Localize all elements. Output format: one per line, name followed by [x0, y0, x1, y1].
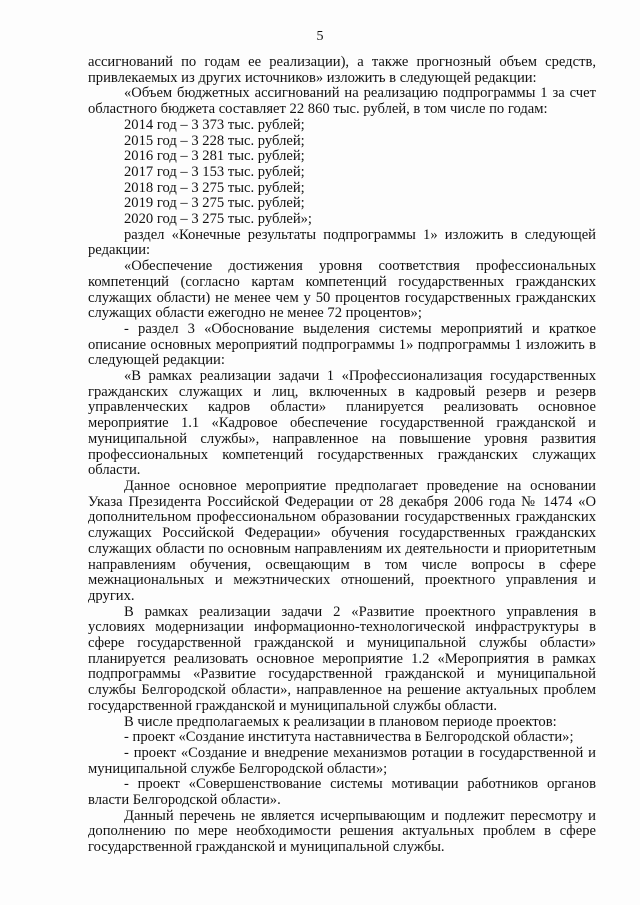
paragraph-main-activity: Данное основное мероприятие предполагает проведение на основании Указа Президента Российской Федерации от 28 декабря 2006 года № 1474 «О дополнительном профессиональном образовании государственных гражданских служащих Российской Федерации» обучения государственных гражданских служащих области по основным направлениям их деятельности и приоритетным направлениям обучения, освещающим в том числе вопросы в сфере межнациональных и межэтнических отношений, проектного управления и других. [88, 477, 596, 604]
document-body [88, 55, 596, 856]
list-item-project-rotation: - проект «Создание и внедрение механизмов ротации в государственной и муниципальной службе Белгородской области»; [88, 744, 596, 777]
budget-year-2020: 2020 год – 3 275 тыс. рублей»; [124, 211, 312, 228]
paragraph-intro-continuation: ассигнований по годам ее реализации), а также прогнозный объем средств, привлекаемых из других источников» изложить в следующей редакции: [88, 54, 596, 86]
budget-year-2014: 2014 год – 3 373 тыс. рублей; [124, 116, 305, 133]
budget-year-2019: 2019 год – 3 275 тыс. рублей; [124, 195, 305, 212]
budget-year-2015: 2015 год – 3 228 тыс. рублей; [124, 132, 305, 149]
budget-year-2017: 2017 год – 3 153 тыс. рублей; [124, 163, 305, 180]
paragraph-list-not-exhaustive: Данный перечень не является исчерпывающим и подлежит пересмотру и дополнению по мере необходимости решения актуальных проблем в сфере государственной гражданской и муниципальной службы. [88, 807, 596, 856]
budget-year-2018: 2018 год – 3 275 тыс. рублей; [124, 179, 305, 196]
list-item-project-mentoring: - проект «Создание института наставничества в Белгородской области»; [124, 729, 574, 746]
list-item-project-motivation: - проект «Совершенствование системы мотивации работников органов власти Белгородской области». [88, 776, 596, 809]
paragraph-task-1: «В рамках реализации задачи 1 «Профессионализация государственных гражданских служащих и лиц, включенных в кадровый резерв и резерв управленческих кадров области» планируется реализовать основное мероприятие 1.1 «Кадровое обеспечение государственной гражданской и муниципальной службы», направленное на повышение уровня развития профессиональных компетенций государственных гражданских служащих области. [88, 368, 596, 479]
paragraph-projects-intro: В числе предполагаемых к реализации в плановом периоде проектов: [124, 713, 557, 730]
budget-year-2016: 2016 год – 3 281 тыс. рублей; [124, 148, 305, 165]
paragraph-final-results-section: раздел «Конечные результаты подпрограммы 1» изложить в следующей редакции: [88, 226, 596, 259]
paragraph-budget-volume: «Объем бюджетных ассигнований на реализацию подпрограммы 1 за счет областного бюджета составляет 22 860 тыс. рублей, в том числе по годам: [88, 85, 596, 118]
page-number: 5 [316, 29, 324, 44]
paragraph-section-3: - раздел 3 «Обоснование выделения системы мероприятий и краткое описание основных мероприятий подпрограммы 1» подпрограммы 1 изложить в следующей редакции: [88, 320, 596, 369]
paragraph-competence-target: «Обеспечение достижения уровня соответствия профессиональных компетенций (согласно картам компетенций государственных гражданских служащих области) не менее чем у 50 процентов государственных гражданских служащих области ежегодно не менее 72 процентов»; [88, 258, 596, 322]
paragraph-task-2: В рамках реализации задачи 2 «Развитие проектного управления в условиях модернизации информационно-технологической инфраструктуры в сфере государственной гражданской и муниципальной службы области» планируется реализовать основное мероприятие 1.2 «Мероприятия в рамках подпрограммы «Развитие государственной гражданской и муниципальной службы Белгородской области», направленное на решение актуальных проблем государственной гражданской и муниципальной службы области. [88, 603, 596, 714]
